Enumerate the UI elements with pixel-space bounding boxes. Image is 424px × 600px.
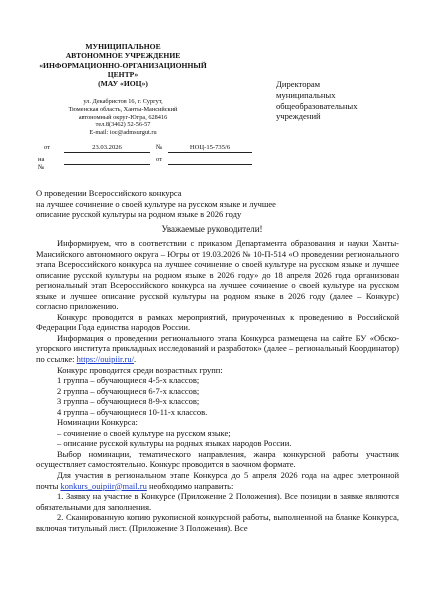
paragraph: Информируем, что в соответствии с приказом Департамента образования и науки Ханты-Мансийского автономного округа – Югры от 19.03.2026 № 10-П-514 «О проведении регионального этапа Всероссийского конкурса на лучшее сочинение о своей культуре на русском языке и лучшее описание русской культуры на родном языке в 2026 году» до 18 апреля 2026 года организован региональный этап Всероссийского конкурса на лучшее сочинение о своей культуре на русском языке и лучшее описание русской культуры на родном языке в 2026 году (далее – Конкурс) согласно приложению. <box>36 238 399 312</box>
subject-line: О проведении Всероссийского конкурса <box>36 188 182 198</box>
reply-to-date <box>168 156 252 165</box>
paragraph-text: Информация о проведении регионального этапа Конкурса размещена на сайте БУ «Обско-угорского института прикладных исследований и разработок» (далее – региональный Координатор) по ссылке: <box>36 332 399 365</box>
subject-line: описание русской культуры на родном языке в 2026 году <box>36 209 242 219</box>
recipient-block <box>276 79 406 122</box>
recipient-line: муниципальных <box>276 89 336 100</box>
date-label: от <box>44 144 51 151</box>
paragraph: Выбор номинации, тематического направления, жанра конкурсной работы участник осуществляет самостоятельно. Конкурс проводится в заочном формате. <box>36 448 399 470</box>
paragraph: Конкурс проводится среди возрастных групп: <box>57 364 223 375</box>
reply-to-label: на № <box>38 156 45 171</box>
paragraph-text: необходимо направить: <box>146 480 234 491</box>
paragraph-text: . <box>134 354 137 365</box>
paragraph <box>36 333 399 365</box>
numbered-item: 2. Сканированную копию рукописной конкурсной работы, выполненной на бланке Конкурса, включая титульный лист. (Приложение 3 Положения). Все <box>36 512 399 533</box>
address-line: автономный округ-Югра, 628416 <box>78 113 168 121</box>
letter-body <box>36 238 399 533</box>
letter-subject <box>36 188 396 220</box>
age-group-item: 2 группа – обучающиеся 6-7-х классов; <box>57 385 200 396</box>
org-line: (МАУ «ИОЦ») <box>98 79 148 89</box>
address-line: Тюменская область, Ханты-Мансийский <box>68 105 178 113</box>
nominations-title: Номинации Конкурса: <box>57 417 138 428</box>
reply-to-separator: от <box>156 156 163 163</box>
number-sign: № <box>156 144 163 151</box>
age-group-item: 4 группа – обучающиеся 10-11-х классов. <box>57 406 208 417</box>
reply-to-number <box>64 156 150 165</box>
org-line: «ИНФОРМАЦИОННО-ОРГАНИЗАЦИОННЫЙ <box>39 60 207 70</box>
paragraph-text: Для участия в региональном этапе Конкурса до 5 апреля 2026 года на адрес элетронной почты <box>36 470 399 491</box>
org-line: МУНИЦИПАЛЬНОЕ <box>85 42 161 51</box>
org-line: ЦЕНТР» <box>107 69 139 79</box>
website-link[interactable]: https://ouipiir.ru/ <box>76 354 134 365</box>
paragraph: Конкурс проводится в рамках мероприятий, приуроченных к проведению в Российской Федерации Года единства народов России. <box>36 311 399 333</box>
organization-address <box>28 98 218 137</box>
subject-line: на лучшее сочинение о своей культуре на русском языке и лучшее <box>36 198 276 209</box>
address-line: тел.8(3462) 52-56-57 <box>95 121 151 129</box>
recipient-line: Директорам <box>276 79 321 89</box>
age-group-item: 3 группа – обучающиеся 8-9-х классов; <box>57 396 200 407</box>
outgoing-number: НОЦ-15-735/6 <box>168 144 252 153</box>
paragraph <box>36 470 399 491</box>
recipient-line: общеобразовательных <box>276 100 358 111</box>
nomination-item: – описание русской культуры на родных языках народов России. <box>57 438 292 449</box>
address-line: ул. Декабристов 16, г. Сургут, <box>83 98 163 105</box>
email-link[interactable]: konkurs_ouipiir@mail.ru <box>60 480 147 491</box>
organization-name <box>28 42 218 88</box>
numbered-item: 1. Заявку на участие в Конкурсе (Приложение 2 Положения). Все позиции в заявке являются обязательными для заполнения. <box>36 491 399 512</box>
greeting: Уважаемые руководители! <box>161 224 263 234</box>
age-group-item: 1 группа – обучающиеся 4-5-х классов; <box>57 375 200 386</box>
recipient-line: учреждений <box>276 111 321 122</box>
org-line: АВТОНОМНОЕ УЧРЕЖДЕНИЕ <box>65 51 181 61</box>
outgoing-date: 23.03.2026 <box>64 144 150 153</box>
nomination-item: – сочинение о своей культуре на русском языке; <box>57 427 231 438</box>
address-line: E-mail: ioc@admsurgut.ru <box>89 129 157 137</box>
